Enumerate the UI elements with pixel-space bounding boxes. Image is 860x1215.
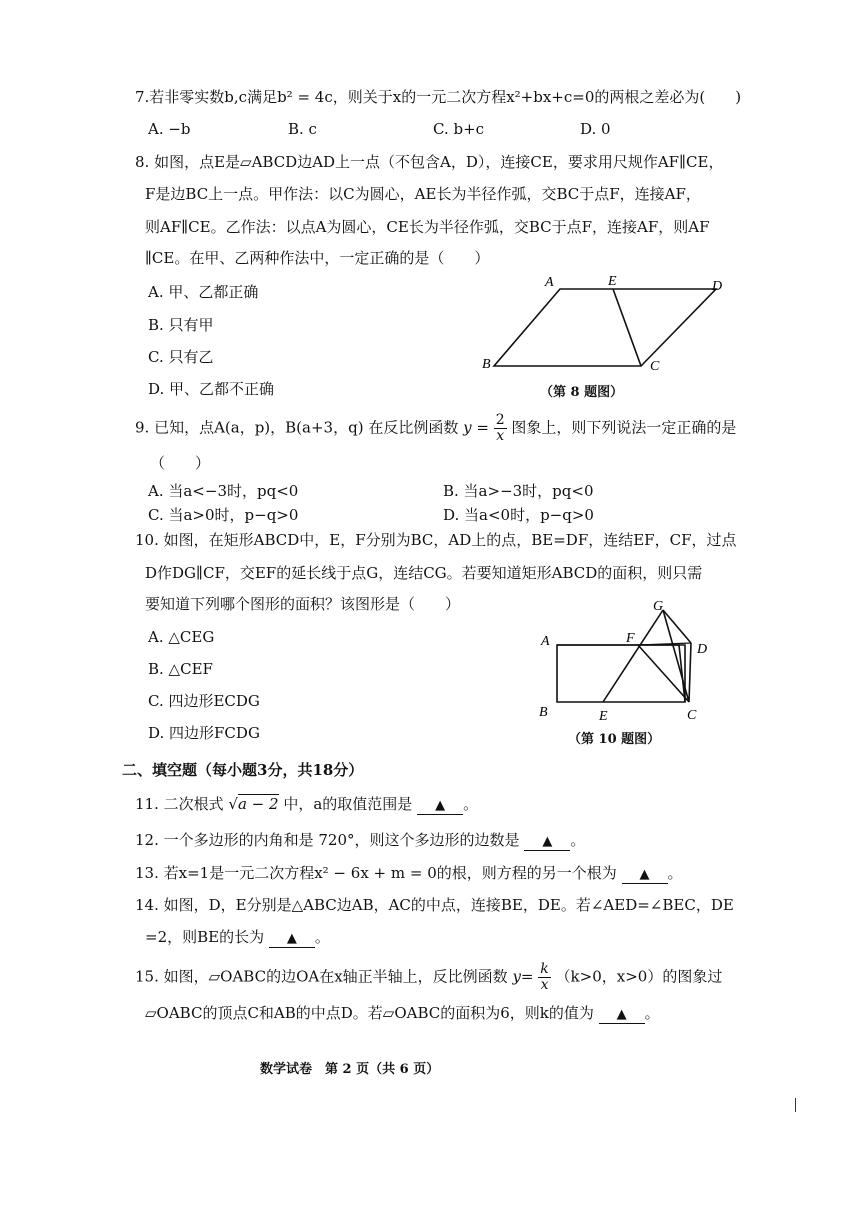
- q9-paren: （ ）: [150, 454, 211, 472]
- q15-func-y: y=: [512, 967, 534, 986]
- q11-answer-blank: ▲: [417, 798, 463, 815]
- q10-figure-caption: （第 10 题图）: [568, 732, 661, 747]
- q8-option-b: B. 只有甲: [148, 316, 214, 334]
- q12-text: 12. 一个多边形的内角和是 720°，则这个多边形的边数是: [135, 831, 520, 849]
- q12: [135, 830, 585, 851]
- q15-text-c: ▱OABC的顶点C和AB的中点D。若▱OABC的面积为6，则k的值为: [145, 1004, 594, 1022]
- q9-stem: [135, 413, 736, 444]
- q14-end: 。: [314, 928, 330, 946]
- q9-option-c: C. 当a>0时，p−q>0: [148, 506, 299, 524]
- q8-line4: ∥CE。在甲、乙两种作法中，一定正确的是（ ）: [145, 249, 490, 267]
- q15-text-b: （k>0，x>0）的图象过: [555, 967, 723, 986]
- q8-label-b: B: [482, 357, 491, 372]
- q9-func-y: y =: [463, 418, 489, 437]
- q13: [135, 863, 683, 884]
- q15-function: [512, 962, 550, 993]
- q9-option-d: D. 当a<0时，p−q>0: [443, 506, 594, 524]
- q11-text-a: 11. 二次根式: [135, 795, 224, 813]
- q12-end: 。: [570, 831, 586, 849]
- page-footer: 数学试卷 第 2 页（共 6 页）: [260, 1062, 440, 1077]
- q15-text-a: 15. 如图，▱OABC的边OA在x轴正半轴上，反比例函数: [135, 967, 508, 986]
- q10-label-c: C: [687, 708, 697, 723]
- q9-func-den: x: [496, 428, 505, 444]
- q9-func-num: 2: [495, 412, 505, 428]
- q9-function: [463, 413, 507, 444]
- q13-text: 13. 若x=1是一元二次方程x² − 6x + m = 0的根，则方程的另一个根为: [135, 864, 617, 882]
- q8-option-d: D. 甲、乙都不正确: [148, 380, 275, 398]
- section-2-heading: 二、填空题（每小题3分，共18分）: [122, 761, 364, 779]
- q10-line2: D作DG∥CF，交EF的延长线于点G，连结CG。若要知道矩形ABCD的面积，则只需: [145, 564, 703, 582]
- q9-stem-a: 9. 已知，点A(a，p)，B(a+3，q) 在反比例函数: [135, 418, 459, 437]
- q7-option-b: B. c: [288, 120, 317, 138]
- q10-option-b: B. △CEF: [148, 660, 213, 678]
- q8-label-e: E: [608, 274, 617, 289]
- q10-figure-rectangle: [535, 598, 715, 726]
- q15-end: 。: [644, 1004, 660, 1022]
- q10-option-d: D. 四边形FCDG: [148, 724, 260, 742]
- q10-line3: 要知道下列哪个图形的面积？该图形是（ ）: [145, 595, 461, 613]
- q15-line1: [135, 962, 722, 993]
- q13-end: 。: [667, 864, 683, 882]
- q9-option-a: A. 当a<−3时，pq<0: [148, 482, 299, 500]
- q10-option-a: A. △CEG: [148, 628, 215, 646]
- sqrt-icon: √: [228, 795, 238, 813]
- q8-line1: 8. 如图，点E是▱ABCD边AD上一点（不包含A，D），连接CE，要求用尺规作AF∥CE，: [135, 153, 724, 171]
- q15-answer-blank: ▲: [599, 1007, 645, 1024]
- q8-line3: 则AF∥CE。乙作法：以点A为圆心，CE长为半径作弧，交BC于点F，连接AF，则AF: [145, 218, 710, 236]
- q15-fraction: [538, 962, 550, 993]
- q11-end: 。: [463, 795, 479, 813]
- q15-func-den: x: [540, 977, 549, 993]
- q9-option-b: B. 当a>−3时，pq<0: [443, 482, 594, 500]
- q10-label-b: B: [539, 705, 548, 720]
- q15-line2: [145, 1003, 660, 1024]
- q8-option-a: A. 甲、乙都正确: [148, 283, 259, 301]
- q14-line2: [145, 927, 330, 948]
- q10-label-g: G: [653, 599, 664, 614]
- q8-label-a: A: [545, 275, 554, 290]
- q11: [135, 794, 478, 815]
- q14-line1: 14. 如图，D，E分别是△ABC边AB，AC的中点，连接BE，DE。若∠AED=∠BEC，DE: [135, 896, 734, 914]
- q10-label-f: F: [626, 631, 635, 646]
- q10-label-a: A: [541, 634, 550, 649]
- q9-stem-b: 图象上，则下列说法一定正确的是: [511, 418, 737, 437]
- q10-option-c: C. 四边形ECDG: [148, 692, 260, 710]
- q11-text-b: 中，a的取值范围是: [283, 795, 413, 813]
- q13-answer-blank: ▲: [622, 867, 668, 884]
- scan-mark: [795, 1098, 796, 1112]
- q15-func-num: k: [540, 961, 549, 977]
- q8-figure-parallelogram: [478, 270, 728, 380]
- q8-figure-caption: （第 8 题图）: [540, 385, 624, 400]
- q8-line2: F是边BC上一点。甲作法：以C为圆心，AE长为半径作弧，交BC于点F，连接AF，: [145, 185, 701, 203]
- q9-fraction: [494, 413, 507, 444]
- q10-line1: 10. 如图，在矩形ABCD中，E，F分别为BC，AD上的点，BE=DF，连结EF，CF，过点: [135, 531, 737, 549]
- q8-label-c: C: [650, 359, 660, 374]
- q10-label-d: D: [697, 642, 708, 657]
- q12-answer-blank: ▲: [524, 834, 570, 851]
- q7-option-d: D. 0: [580, 120, 611, 138]
- q8-option-c: C. 只有乙: [148, 348, 214, 366]
- q8-label-d: D: [712, 279, 723, 294]
- q11-radicand: a − 2: [237, 795, 279, 813]
- q14-answer-blank: ▲: [269, 931, 315, 948]
- q7-stem: 7.若非零实数b,c满足b² = 4c，则关于x的一元二次方程x²+bx+c=0的两根之差必为( ): [135, 88, 742, 106]
- q10-label-e: E: [599, 709, 608, 724]
- q14-text: =2，则BE的长为: [145, 928, 265, 946]
- q7-option-c: C. b+c: [433, 120, 485, 138]
- q7-option-a: A. −b: [148, 120, 191, 138]
